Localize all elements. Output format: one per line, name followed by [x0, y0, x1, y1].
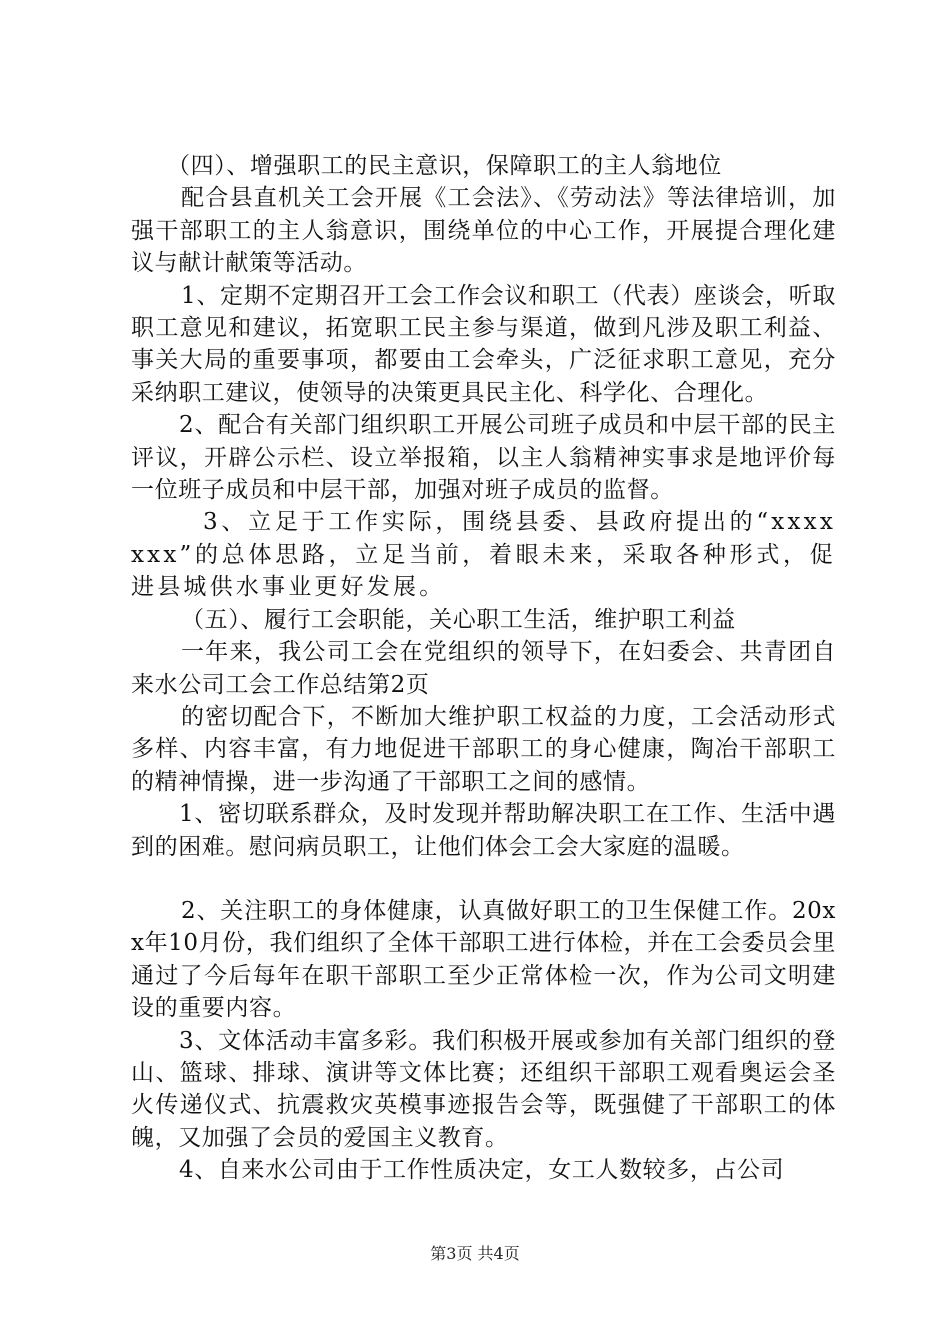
paragraph: 一年来，我公司工会在党组织的领导下，在妇委会、共青团自来水公司工会工作总结第2页 — [131, 639, 836, 698]
paragraph: 配合县直机关工会开展《工会法》、《劳动法》等法律培训，加强干部职工的主人翁意识，围绕单位的中心工作，开展提合理化建议与献计献策等活动。 — [131, 185, 836, 277]
section-heading-5: （五）、履行工会职能，关心职工生活，维护职工利益 — [181, 606, 736, 633]
page-footer: 第3页 共4页 — [430, 1244, 520, 1263]
list-item: 2、配合有关部门组织职工开展公司班子成员和中层干部的民主评议，开辟公示栏、设立举报箱，以主人翁精神实事求是地评价每一位班子成员和中层干部，加强对班子成员的监督。 — [131, 412, 836, 504]
section-heading-4: （四）、增强职工的民主意识，保障职工的主人翁地位 — [167, 153, 722, 179]
list-item: 1、密切联系群众，及时发现并帮助解决职工在工作、生活中遇到的困难。慰问病员职工，让他们体会工会大家庭的温暖。 — [131, 801, 836, 860]
list-item: 1、定期不定期召开工会工作会议和职工（代表）座谈会，听取职工意见和建议，拓宽职工民主参与渠道，做到凡涉及职工利益、事关大局的重要事项，都要由工会牵头，广泛征求职工意见，充分采纳职工建议，使领导的决策更具民主化、科学化、合理化。 — [131, 282, 836, 406]
paragraph: 的密切配合下，不断加大维护职工权益的力度，工会活动形式多样、内容丰富，有力地促进干部职工的身心健康，陶冶干部职工的精神情操，进一步沟通了干部职工之间的感情。 — [131, 703, 836, 795]
list-item: 3、立足于工作实际，围绕县委、县政府提出的“xxxxxxx”的总体思路，立足当前，着眼未来，采取各种形式，促进县城供水事业更好发展。 — [131, 509, 836, 601]
document-body — [131, 150, 836, 1187]
list-item: 2、关注职工的身体健康，认真做好职工的卫生保健工作。20xx年10月份，我们组织了全体干部职工进行体检，并在工会委员会里通过了今后每年在职干部职工至少正常体检一次，作为公司文明建设的重要内容。 — [131, 897, 836, 1022]
list-item: 4、自来水公司由于工作性质决定，女工人数较多，占公司 — [179, 1157, 785, 1184]
list-item: 3、文体活动丰富多彩。我们积极开展或参加有关部门组织的登山、篮球、排球、演讲等文体比赛；还组织干部职工观看奥运会圣火传递仪式、抗震救灾英模事迹报告会等，既强健了干部职工的体魄，又加强了会员的爱国主义教育。 — [131, 1027, 836, 1151]
